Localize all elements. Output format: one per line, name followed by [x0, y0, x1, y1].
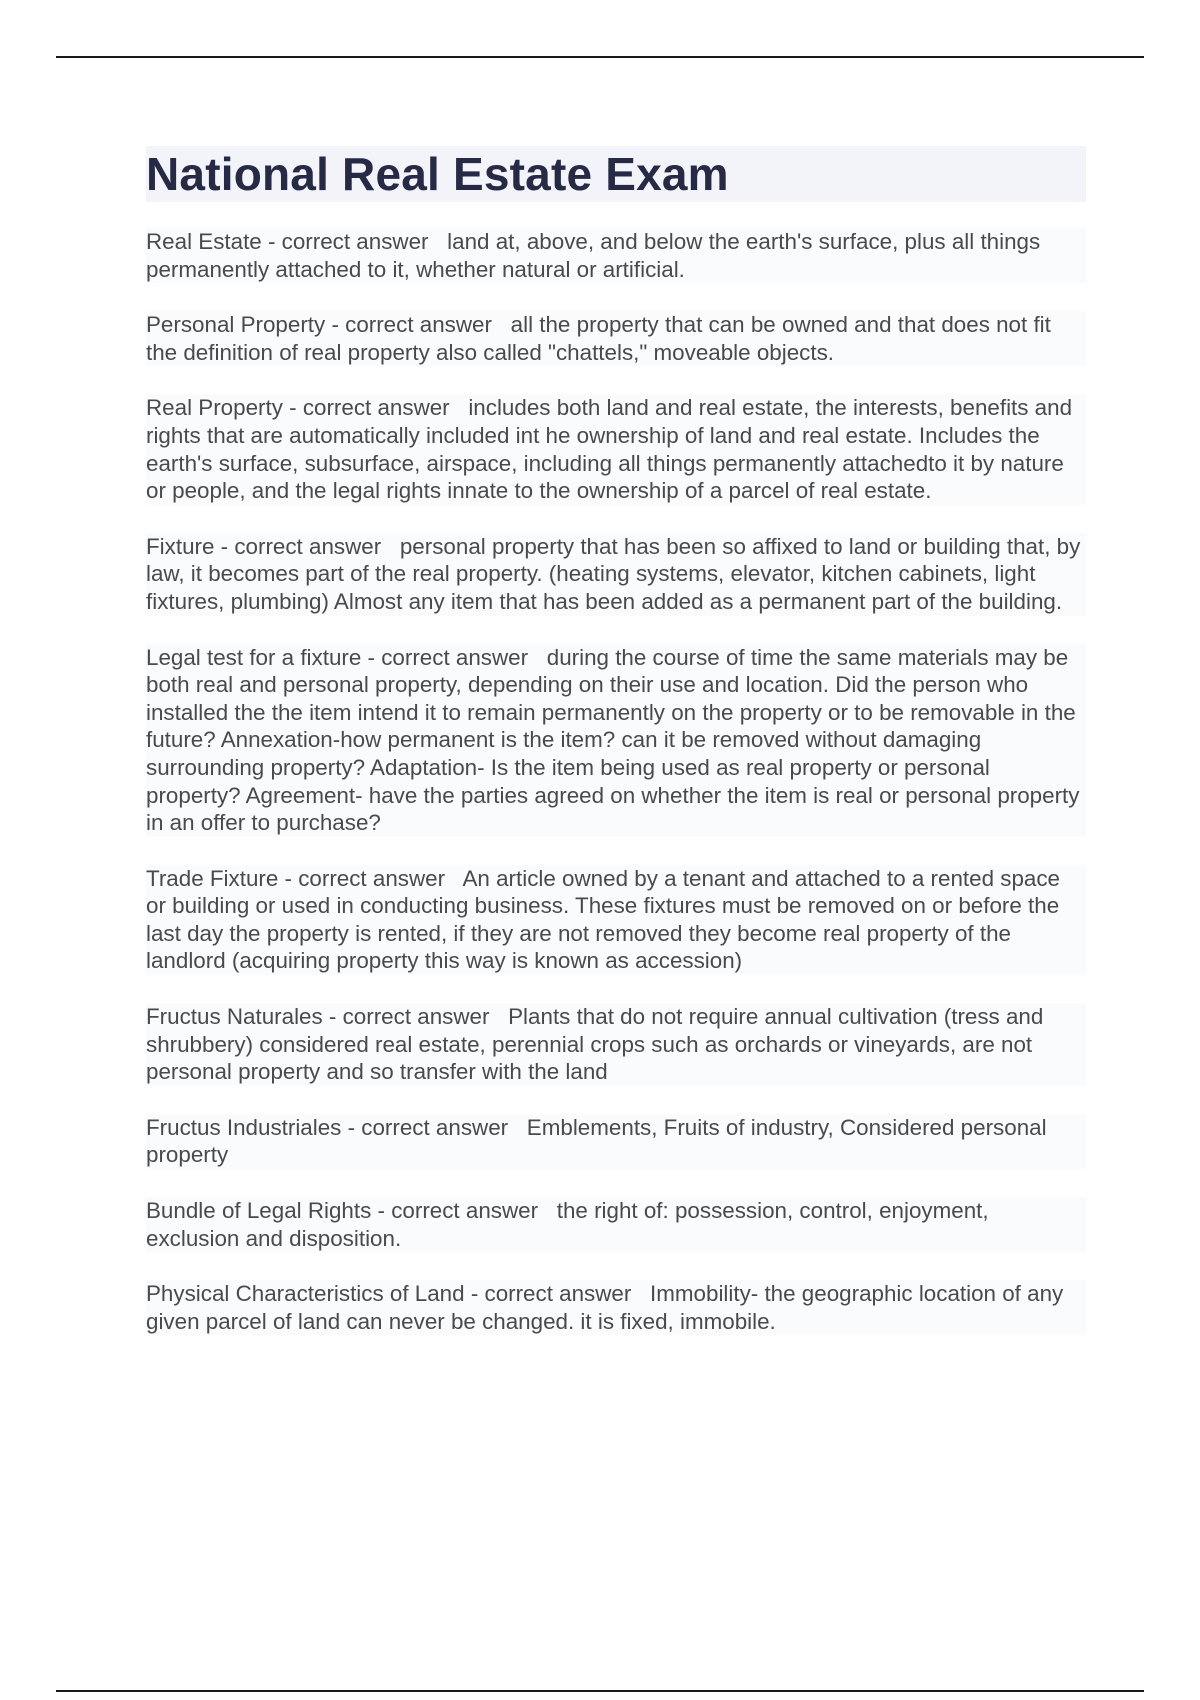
qa-separator: -	[361, 644, 382, 670]
qa-entry	[146, 394, 1086, 504]
qa-separator: -	[278, 865, 299, 891]
page-title: National Real Estate Exam	[146, 146, 1086, 202]
qa-answer-marker: correct answer	[234, 533, 382, 559]
qa-entry	[146, 311, 1086, 366]
qa-separator: -	[322, 1004, 343, 1030]
qa-term: Legal test for a fixture	[146, 644, 362, 670]
qa-answer: An article owned by a tenant and attached to a rented space or building or used in conducting business. These fixtures must be removed on or before the last day the property is rented, if they are not removed they become real property of the landlord (acquiring property this way is known as accession)	[146, 865, 1060, 974]
qa-separator: -	[341, 1114, 362, 1140]
qa-answer: land at, above, and below the earth's surface, plus all things permanently attached to it, whether natural or artificial.	[146, 229, 1041, 282]
qa-answer-marker: correct answer	[484, 1281, 632, 1307]
qa-term: Bundle of Legal Rights	[146, 1198, 372, 1224]
document-body	[146, 146, 1086, 1363]
qa-answer-marker: correct answer	[381, 644, 529, 670]
qa-separator: -	[371, 1198, 392, 1224]
qa-term: Fixture	[146, 533, 215, 559]
qa-entry	[146, 644, 1086, 837]
qa-answer-marker: correct answer	[302, 395, 450, 421]
qa-term: Fructus Naturales	[146, 1004, 323, 1030]
qa-entry	[146, 1114, 1086, 1169]
qa-answer: Emblements, Fruits of industry, Considered personal property	[146, 1114, 1047, 1168]
qa-entry	[146, 1003, 1086, 1086]
qa-answer-marker: correct answer	[391, 1198, 539, 1224]
qa-separator: -	[282, 395, 303, 421]
qa-term: Real Estate	[146, 229, 262, 254]
qa-answer-marker: correct answer	[361, 1114, 509, 1140]
qa-term: Trade Fixture	[146, 865, 279, 891]
qa-term: Fructus Industriales	[146, 1114, 342, 1140]
qa-term: Real Property	[146, 395, 283, 421]
qa-term: Physical Characteristics of Land	[146, 1281, 465, 1307]
qa-entry	[146, 228, 1086, 283]
qa-separator: -	[464, 1281, 485, 1307]
qa-separator: -	[261, 229, 282, 254]
qa-answer: Plants that do not require annual cultivation (tress and shrubbery) considered real estate, perennial crops such as orchards or vineyards, are not personal property and so transfer with the land	[146, 1004, 1044, 1085]
qa-answer-marker: correct answer	[281, 229, 429, 254]
qa-answer: the right of: possession, control, enjoyment, exclusion and disposition.	[146, 1198, 989, 1251]
qa-entry	[146, 865, 1086, 975]
qa-separator: -	[214, 533, 235, 559]
qa-answer: personal property that has been so affixed to land or building that, by law, it becomes part of the real property. (heating systems, elevator, kitchen cabinets, light fixtures, plumbing) Almost any item that has been added as a permanent part of the building.	[146, 533, 1081, 614]
qa-answer-marker: correct answer	[298, 865, 446, 891]
qa-entry	[146, 1280, 1086, 1335]
qa-answer-marker: correct answer	[345, 312, 492, 338]
qa-entry	[146, 1197, 1086, 1252]
qa-answer: during the course of time the same materials may be both real and personal property, depending on their use and location. Did the person who installed the the item intend it to remain permanently on the property or to be removable in the future? Annexation-how permanent is the item? can it be removed without damaging surrounding property? Adaptation- Is the item being used as real property or personal property? Agreement- have the parties agreed on whether the item is real or personal property in an offer to purchase?	[146, 644, 1080, 836]
qa-answer: Immobility- the geographic location of any given parcel of land can never be changed. it is fixed, immobile.	[146, 1281, 1064, 1334]
qa-term: Personal Property	[146, 312, 326, 338]
bottom-rule	[56, 1690, 1144, 1692]
qa-separator: -	[325, 312, 346, 338]
qa-answer: includes both land and real estate, the interests, benefits and rights that are automatically included int he ownership of land and real estate. Includes the earth's surface, subsurface, airspace, including all things permanently attachedto it by nature or people, and the legal rights innate to the ownership of a parcel of real estate.	[146, 395, 1073, 504]
qa-answer: all the property that can be owned and that does not fit the definition of real property also called "chattels," moveable objects.	[146, 312, 1051, 365]
top-rule	[56, 56, 1144, 58]
qa-answer-marker: correct answer	[342, 1004, 490, 1030]
qa-entry	[146, 533, 1086, 616]
